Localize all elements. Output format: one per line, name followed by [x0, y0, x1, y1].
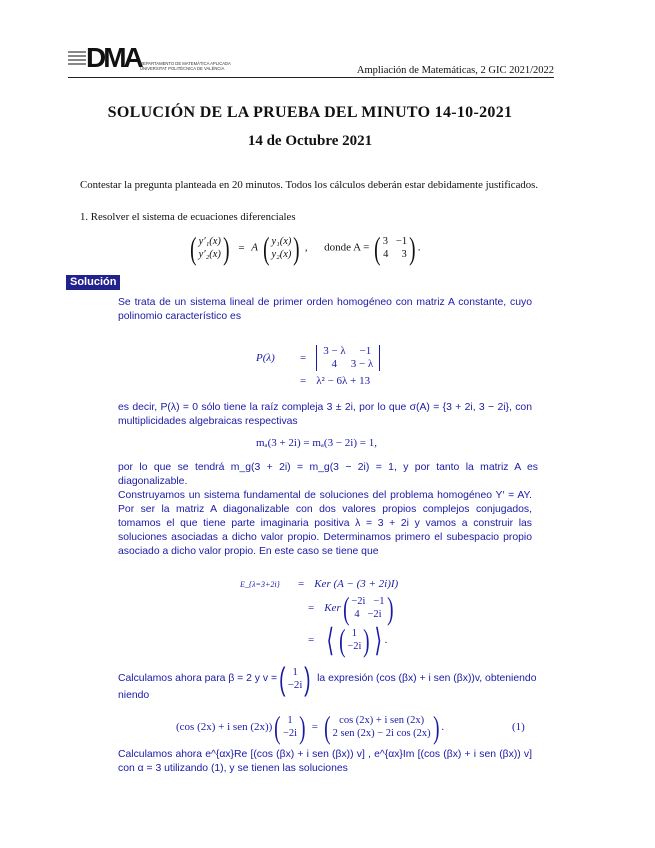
- logo-text: DMA: [86, 42, 141, 73]
- paragraph-5-end: niendo: [118, 690, 150, 701]
- equation-1: (cos (2x) + i sen (2x)) ( 1 −2i ) = ( cos (2x) + i sen (2x) 2 sen (2x) − 2i cos (2x) ) .: [176, 709, 445, 745]
- eq1-vector: 1 −2i: [282, 715, 298, 739]
- dept-name: DEPARTAMENTO DE MATEMÁTICA APLICADA UNIVERSITAT POLITÈCNICA DE VALÈNCIA: [140, 61, 231, 71]
- ode-system: ( y′₁(x) y′₂(x) ) = A ( y₁(x) y₂(x) ) , donde A = ( 3 −1 4 3 ) .: [190, 230, 421, 266]
- paragraph-1: Se trata de un sistema lineal de primer orden homogéneo con matriz A constante, cuyo polinomio característico es: [118, 297, 532, 322]
- v-vector: 1 −2i: [287, 666, 303, 691]
- eq1-result: cos (2x) + i sen (2x) 2 sen (2x) − 2i cos (2x): [332, 715, 431, 739]
- ker-matrix: −2i −1 4 −2i: [351, 596, 385, 620]
- dma-logo: [68, 42, 231, 78]
- equation-1-tag: (1): [512, 721, 525, 733]
- page-subtitle: 14 de Octubre 2021: [247, 133, 373, 149]
- paragraph-4: Construyamos un sistema fundamental de soluciones del problema homogéneo Y′ = AY. Por ser la matriz A diagonalizable con dos valores propios complejos conjugados, tomamos el que tiene parte imaginaria positiva λ = 3 + 2i y vamos a construir las soluciones asociadas a dicho valor propio. Determinamos primero el subespacio propio asociado a dicho valor propio. En este caso se tiene que: [118, 490, 532, 557]
- question-1-label: 1. Resolver el sistema de ecuaciones diferenciales: [80, 211, 296, 223]
- paragraph-3: por lo que se tendrá m_g(3 + 2i) = m_g(3 − 2i) = 1, y por tanto la matriz A es diagonalizable.: [118, 462, 538, 487]
- paragraph-6: Calculamos ahora e^{αx}Re [(cos (βx) + i sen (βx)) v] , e^{αx}Im [(cos (βx) + i sen (βx)) v] con α = 3 utilizando (1), y se tienen las soluciones: [118, 749, 532, 774]
- eigenspace: E_{λ=3+2i} = Ker (A − (3 + 2i)I) = Ker ( −2i −1 4 −2i ) = ⟨ ( 1 −2i ) ⟩ .: [240, 578, 399, 658]
- paragraph-2: es decir, P(λ) = 0 sólo tiene la raíz compleja 3 ± 2i, por lo que σ(A) = {3 + 2i, 3 − 2i}, con multiplicidades algebraicas respectivas: [118, 402, 532, 427]
- paragraph-5: Calculamos ahora para β = 2 y v = ( 1 −2i ) la expresión (cos (βx) + i sen (βx))v, obteniendo: [118, 661, 537, 697]
- lhs-vector: y′₁(x) y′₂(x): [198, 236, 221, 260]
- course-name: Ampliación de Matemáticas, 2 GIC 2021/2022: [356, 65, 554, 76]
- rhs-vector: y₁(x) y₂(x): [271, 236, 292, 260]
- eq-algebraic-mult: mₐ(3 + 2i) = mₐ(3 − 2i) = 1,: [256, 437, 377, 449]
- char-poly: P(λ) = 3 − λ −1 4 3 − λ = λ² − 6λ + 13: [256, 345, 380, 387]
- instructions: Contestar la pregunta planteada en 20 minutos. Todos los cálculos deberán estar debidamente justificados.: [80, 179, 539, 191]
- solution-badge: Solución: [66, 275, 120, 290]
- span-vector: 1 −2i: [347, 628, 362, 652]
- matrix-a: 3 −1 4 3: [382, 236, 408, 260]
- page-title: SOLUCIÓN DE LA PRUEBA DEL MINUTO 14-10-2021: [107, 104, 513, 121]
- header-divider: [68, 77, 554, 78]
